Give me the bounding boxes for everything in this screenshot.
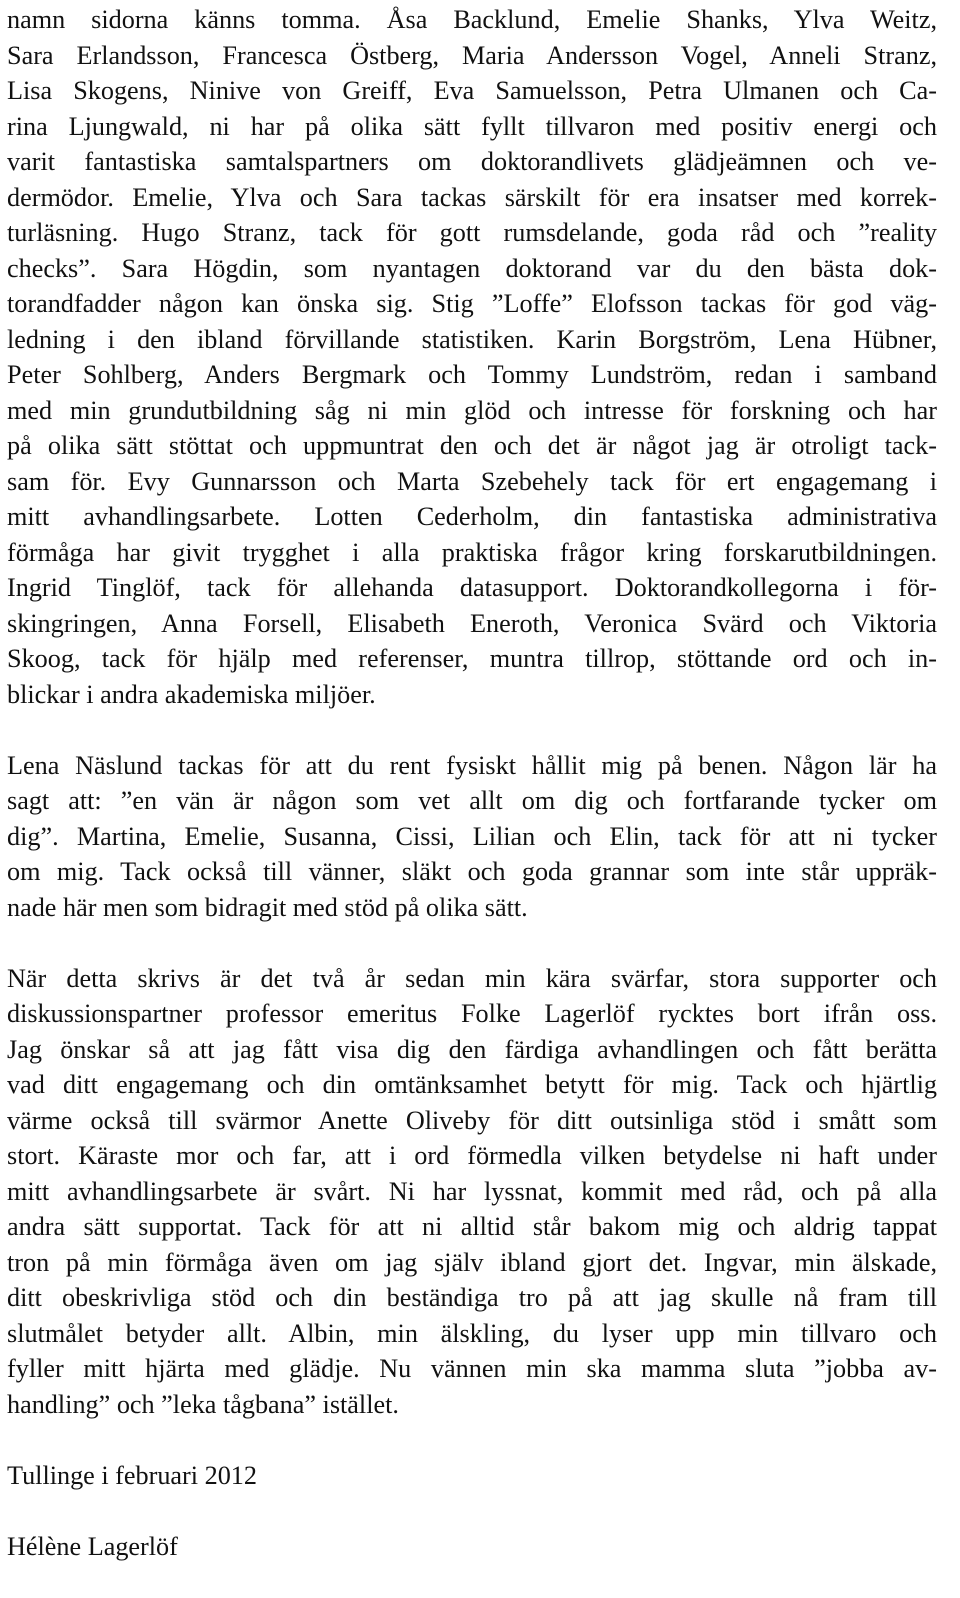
text-line: När detta skrivs är det två år sedan min kära svärfar, stora supporter och: [7, 963, 937, 993]
text-line: ledning i den ibland förvillande statistiken. Karin Borgström, Lena Hübner,: [7, 324, 937, 354]
text-line: med min grundutbildning såg ni min glöd och intresse för forskning och har: [7, 395, 937, 425]
text-line: ditt obeskrivliga stöd och din beständiga tro på att jag skulle nå fram till: [7, 1283, 937, 1312]
text-line: dig”. Martina, Emelie, Susanna, Cissi, Lilian och Elin, tack för att ni tycker: [7, 821, 937, 851]
paragraph: [7, 961, 937, 1423]
text-line: slutmålet betyder allt. Albin, min älskling, du lyser upp min tillvaro och: [7, 1318, 937, 1348]
text-line: Skoog, tack för hjälp med referenser, muntra tillrop, stöttande ord och in-: [7, 644, 937, 673]
text-line: fyller mitt hjärta med glädje. Nu vännen min ska mamma sluta ”jobba av-: [7, 1354, 937, 1383]
text-line: Sara Erlandsson, Francesca Östberg, Maria Andersson Vogel, Anneli Stranz,: [7, 40, 937, 70]
paragraph: [7, 748, 937, 926]
signature-name: Hélène Lagerlöf: [7, 1531, 178, 1561]
text-line: checks”. Sara Högdin, som nyantagen doktorand var du den bästa dok-: [7, 253, 937, 283]
text-line: blickar i andra akademiska miljöer.: [7, 679, 376, 709]
paragraph-gap: [7, 712, 937, 748]
text-line: stort. Käraste mor och far, att i ord förmedla vilken betydelse ni haft under: [7, 1141, 937, 1170]
place-date-line: Tullinge i februari 2012: [7, 1460, 257, 1490]
text-line: varit fantastiska samtalspartners om doktorandlivets glädjeämnen och ve-: [7, 147, 937, 176]
acknowledgements-body: [7, 2, 937, 1422]
text-line: sam för. Evy Gunnarsson och Marta Szebehely tack för ert engagemang i: [7, 466, 937, 496]
text-line: namn sidorna känns tomma. Åsa Backlund, Emelie Shanks, Ylva Weitz,: [7, 5, 937, 34]
text-line: handling” och ”leka tågbana” istället.: [7, 1389, 399, 1419]
paragraph-gap: [7, 1422, 937, 1458]
paragraph-gap: [7, 925, 937, 961]
text-line: mitt avhandlingsarbete. Lotten Cederholm, din fantastiska administrativa: [7, 502, 937, 531]
text-line: turläsning. Hugo Stranz, tack för gott rumsdelande, goda råd och ”reality: [7, 218, 937, 247]
text-line: sagt att: ”en vän är någon som vet allt om dig och fortfarande tycker om: [7, 786, 937, 815]
text-line: vad ditt engagemang och din omtänksamhet betytt för mig. Tack och hjärtlig: [7, 1070, 937, 1099]
text-line: mitt avhandlingsarbete är svårt. Ni har lyssnat, kommit med råd, och på alla: [7, 1176, 937, 1206]
text-line: tron på min förmåga även om jag själv ibland gjort det. Ingvar, min älskade,: [7, 1247, 937, 1277]
text-line: andra sätt supportat. Tack för att ni alltid står bakom mig och aldrig tappat: [7, 1212, 937, 1241]
text-line: Lena Näslund tackas för att du rent fysiskt hållit mig på benen. Någon lär ha: [7, 750, 937, 780]
text-line: rina Ljungwald, ni har på olika sätt fyllt tillvaron med positiv energi och: [7, 111, 937, 141]
text-line: skingringen, Anna Forsell, Elisabeth Eneroth, Veronica Svärd och Viktoria: [7, 608, 937, 638]
text-line: förmåga har givit trygghet i alla praktiska frågor kring forskarutbildningen.: [7, 537, 937, 567]
paragraph: [7, 2, 937, 712]
text-line: värme också till svärmor Anette Oliveby för ditt outsinliga stöd i smått som: [7, 1105, 937, 1135]
text-line: dermödor. Emelie, Ylva och Sara tackas särskilt för era insatser med korrek-: [7, 182, 937, 212]
document-page: [7, 2, 937, 1564]
text-line: nade här men som bidragit med stöd på olika sätt.: [7, 892, 528, 922]
text-line: Lisa Skogens, Ninive von Greiff, Eva Samuelsson, Petra Ulmanen och Ca-: [7, 76, 937, 105]
text-line: torandfadder någon kan önska sig. Stig ”Loffe” Elofsson tackas för god väg-: [7, 289, 937, 318]
text-line: på olika sätt stöttat och uppmuntrat den och det är något jag är otroligt tack-: [7, 431, 937, 460]
paragraph-gap: [7, 1493, 937, 1529]
text-line: Jag önskar så att jag fått visa dig den färdiga avhandlingen och fått berätta: [7, 1034, 937, 1064]
text-line: om mig. Tack också till vänner, släkt och goda grannar som inte står uppräk-: [7, 857, 937, 886]
text-line: Peter Sohlberg, Anders Bergmark och Tommy Lundström, redan i samband: [7, 360, 937, 389]
text-line: diskussionspartner professor emeritus Folke Lagerlöf rycktes bort ifrån oss.: [7, 999, 937, 1028]
text-line: Ingrid Tinglöf, tack för allehanda datasupport. Doktorandkollegorna i för-: [7, 573, 937, 602]
